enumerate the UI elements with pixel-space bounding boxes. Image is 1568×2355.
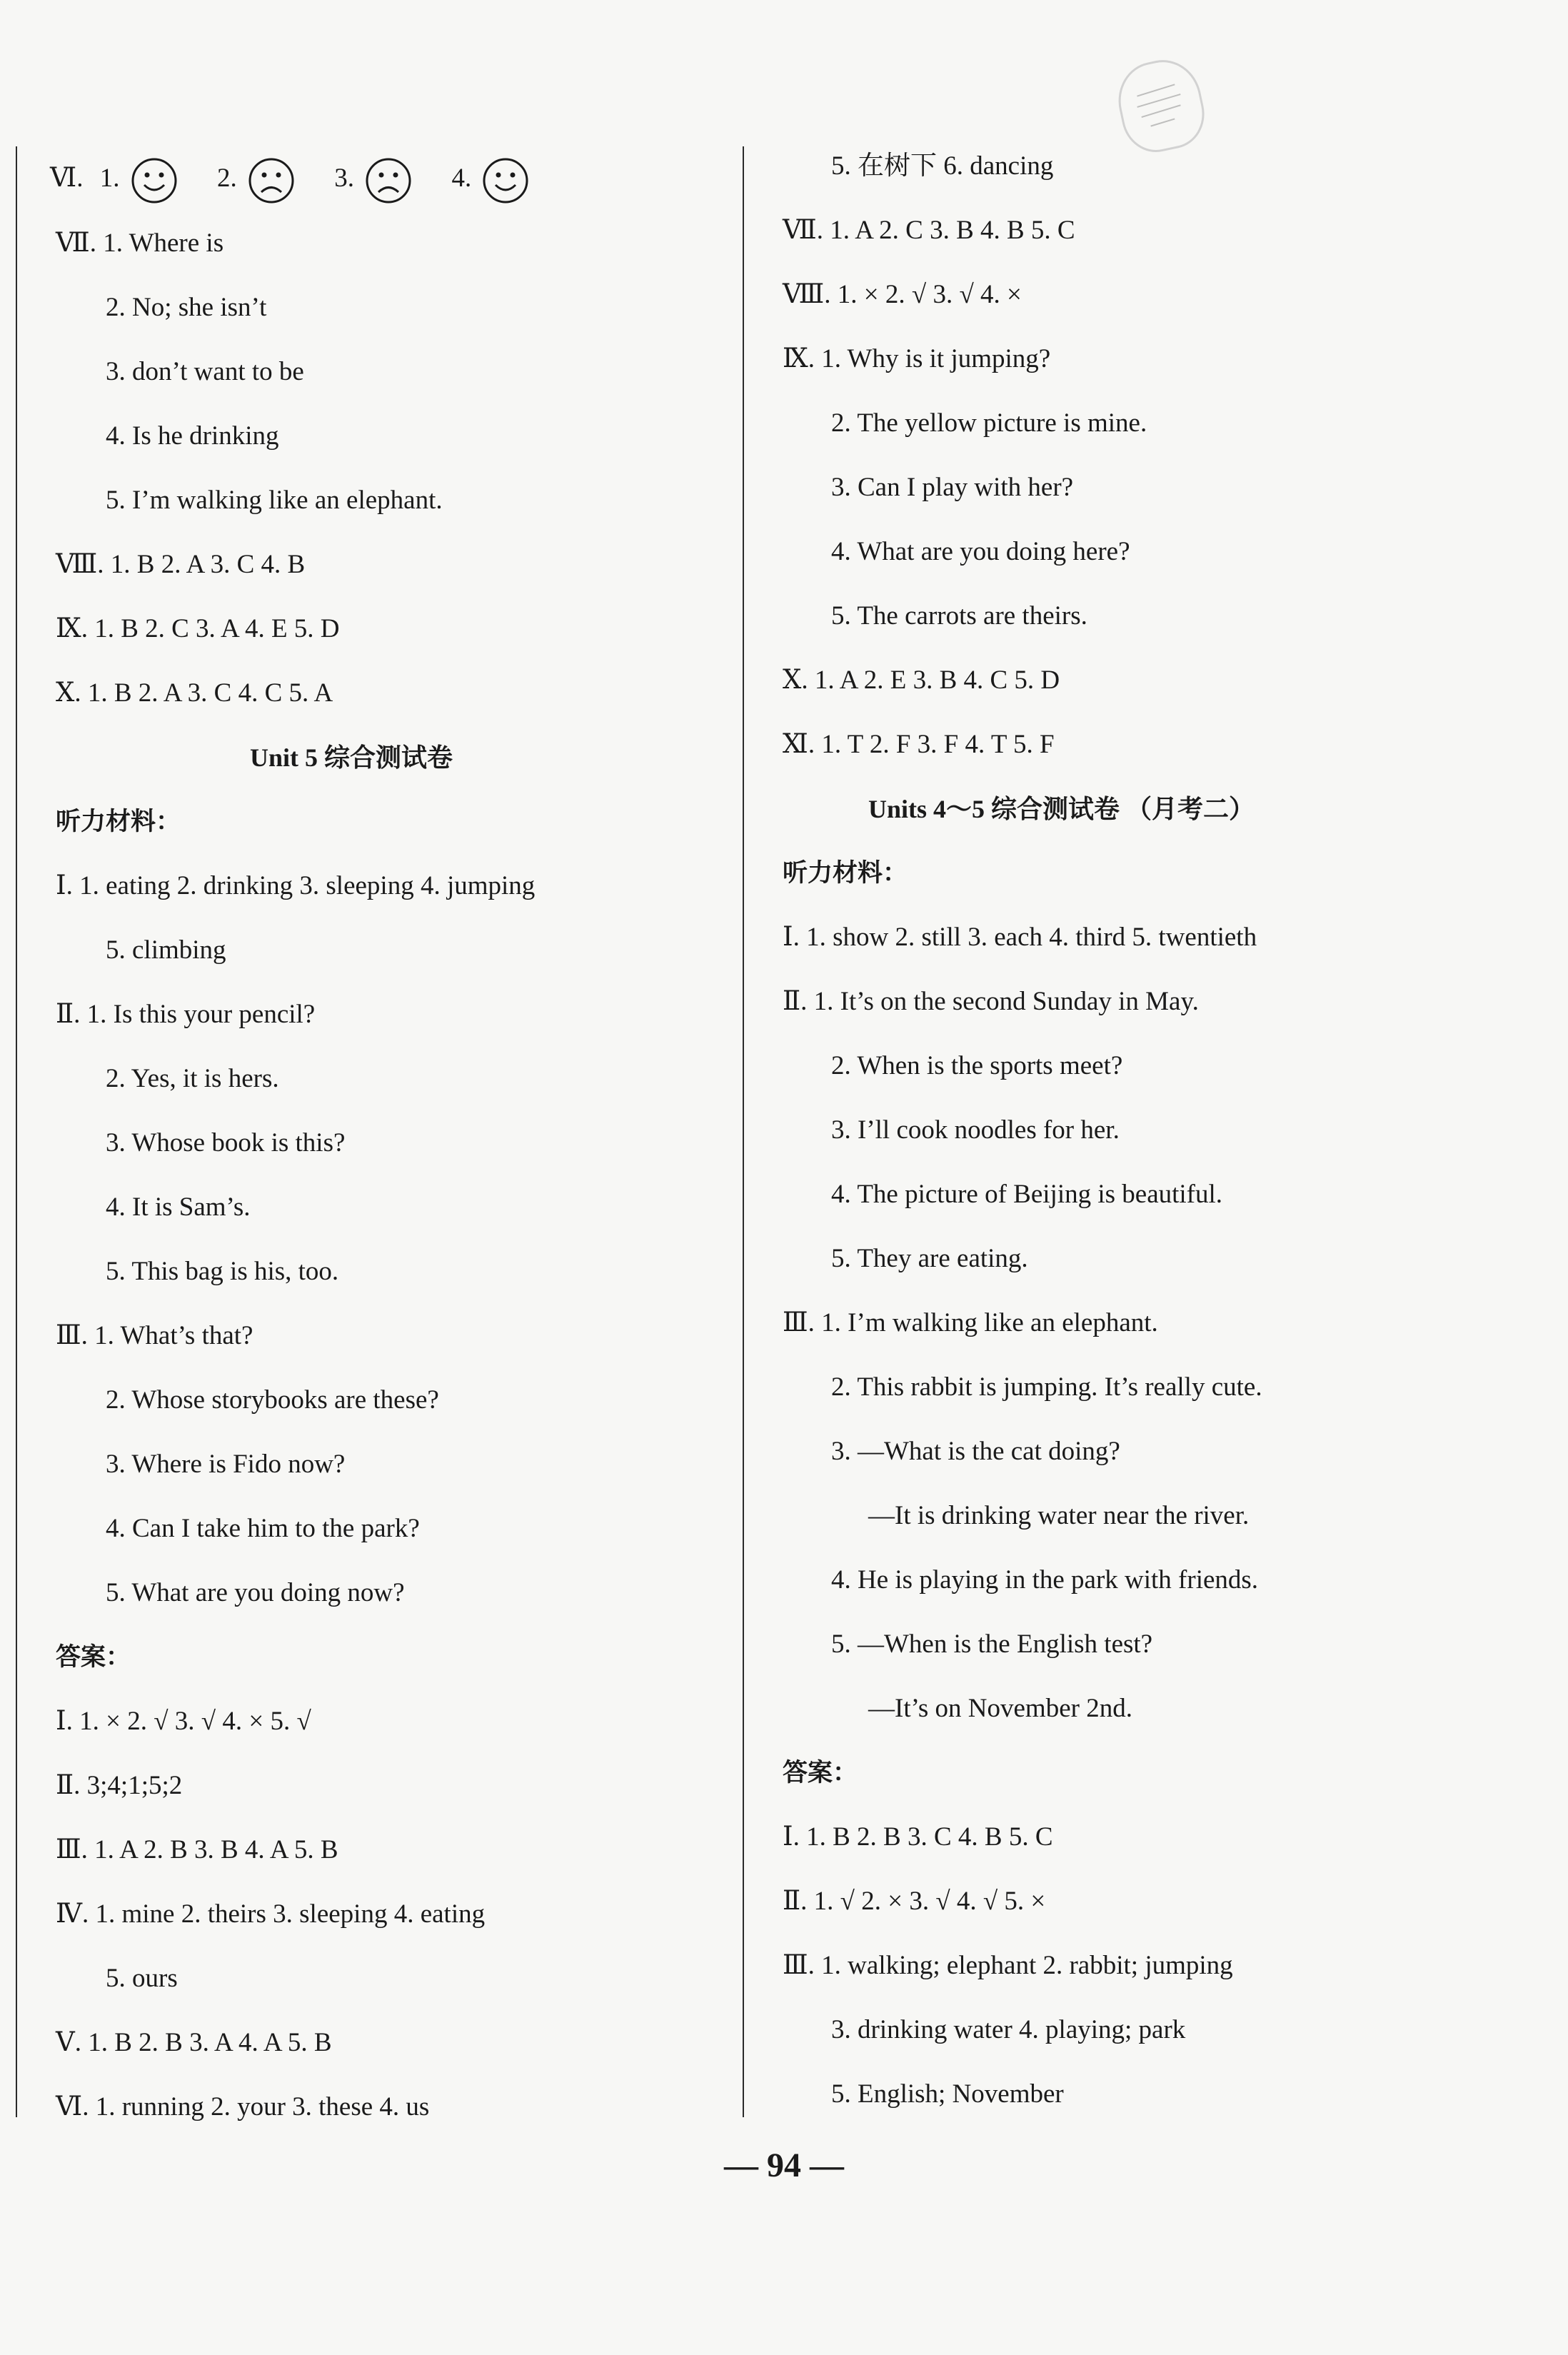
section-label: 听力材料：: [783, 859, 908, 888]
faces-answer-row: [50, 154, 533, 204]
answer-line: Ⅲ. 1. I’m walking like an elephant.: [783, 1308, 1158, 1337]
answer-line: 5. The carrots are theirs.: [831, 601, 1087, 631]
answer-line: 2. This rabbit is jumping. It’s really cute.: [831, 1372, 1262, 1402]
left-margin-rule: [16, 146, 17, 2117]
answer-line: Ⅺ. 1. T 2. F 3. F 4. T 5. F: [783, 730, 1055, 759]
answer-line: 3. drinking water 4. playing; park: [831, 2015, 1186, 2044]
answer-line: Ⅹ. 1. A 2. E 3. B 4. C 5. D: [783, 666, 1060, 695]
section-label: 听力材料：: [56, 808, 181, 836]
answer-line: —It is drinking water near the river.: [868, 1501, 1250, 1530]
answer-line: 3. Can I play with her?: [831, 473, 1074, 502]
answer-line: Ⅴ. 1. B 2. B 3. A 4. A 5. B: [56, 2028, 332, 2057]
column-divider: [743, 146, 744, 2117]
answer-line: 4. The picture of Beijing is beautiful.: [831, 1180, 1223, 1209]
smiley-face-icon: [482, 157, 529, 204]
answer-line: Ⅲ. 1. walking; elephant 2. rabbit; jumping: [783, 1951, 1233, 1980]
answer-line: Ⅰ. 1. eating 2. drinking 3. sleeping 4. jumping: [56, 871, 536, 900]
answer-line: Ⅹ. 1. B 2. A 3. C 4. C 5. A: [56, 678, 333, 708]
answer-line: 5. 在树下 6. dancing: [831, 151, 1054, 181]
answer-line: Ⅸ. 1. Why is it jumping?: [783, 344, 1051, 373]
sad-face-icon: [365, 157, 412, 204]
answer-line: Ⅱ. 3;4;1;5;2: [56, 1771, 183, 1800]
answer-line: 3. Whose book is this?: [106, 1128, 346, 1158]
section-label: 答案：: [783, 1759, 858, 1787]
answer-line: Ⅷ. 1. × 2. √ 3. √ 4. ×: [783, 280, 1022, 309]
answer-line: Ⅱ. 1. √ 2. × 3. √ 4. √ 5. ×: [783, 1887, 1046, 1916]
answer-line: 2. The yellow picture is mine.: [831, 408, 1147, 438]
answer-line: 5. I’m walking like an elephant.: [106, 486, 443, 515]
answer-line: Ⅰ. 1. B 2. B 3. C 4. B 5. C: [783, 1822, 1053, 1852]
answer-line: 3. don’t want to be: [106, 357, 304, 386]
answer-line: Ⅰ. 1. × 2. √ 3. √ 4. × 5. √: [56, 1707, 311, 1736]
answer-line: Ⅸ. 1. B 2. C 3. A 4. E 5. D: [56, 614, 340, 643]
answer-line: 5. English; November: [831, 2079, 1064, 2109]
smiley-face-icon: [131, 157, 178, 204]
answer-line: 4. He is playing in the park with friends.: [831, 1565, 1259, 1595]
answer-line: 3. Where is Fido now?: [106, 1450, 346, 1479]
sad-face-icon: [248, 157, 295, 204]
answer-line: 4. It is Sam’s.: [106, 1192, 251, 1222]
item-number: 2.: [216, 164, 237, 193]
roman-numeral: Ⅵ.: [50, 164, 84, 193]
answer-line: 5. They are eating.: [831, 1244, 1028, 1273]
item-number: 4.: [451, 164, 472, 193]
item-number: 3.: [334, 164, 354, 193]
stamp-icon: [1111, 53, 1211, 158]
answer-line: Ⅵ. 1. running 2. your 3. these 4. us: [56, 2092, 430, 2121]
answer-line: Ⅷ. 1. B 2. A 3. C 4. B: [56, 550, 306, 579]
answer-line: 5. What are you doing now?: [106, 1578, 405, 1607]
answer-line: 2. Whose storybooks are these?: [106, 1385, 439, 1415]
answer-line: 5. —When is the English test?: [831, 1630, 1153, 1659]
answer-line: 5. climbing: [106, 935, 226, 965]
answer-line: 3. I’ll cook noodles for her.: [831, 1115, 1120, 1145]
answer-line: —It’s on November 2nd.: [868, 1694, 1132, 1723]
answer-line: 4. What are you doing here?: [831, 537, 1130, 566]
answer-line: Ⅰ. 1. show 2. still 3. each 4. third 5. twentieth: [783, 923, 1257, 952]
answer-line: Ⅲ. 1. What’s that?: [56, 1321, 253, 1350]
answer-line: 2. No; she isn’t: [106, 293, 267, 322]
answer-line: 4. Can I take him to the park?: [106, 1514, 420, 1543]
answer-line: 5. This bag is his, too.: [106, 1257, 339, 1286]
answer-line: 5. ours: [106, 1964, 178, 1993]
section-heading: Units 4～5 综合测试卷 （月考二）: [868, 795, 1255, 823]
section-label: 答案：: [56, 1643, 131, 1672]
answer-line: Ⅱ. 1. Is this your pencil?: [56, 1000, 316, 1029]
answer-line: Ⅱ. 1. It’s on the second Sunday in May.: [783, 987, 1199, 1016]
answer-line: 2. Yes, it is hers.: [106, 1064, 279, 1093]
answer-line: 2. When is the sports meet?: [831, 1051, 1123, 1080]
page-number: — 94 —: [724, 2146, 844, 2184]
answer-line: Ⅳ. 1. mine 2. theirs 3. sleeping 4. eating: [56, 1899, 486, 1929]
item-number: 1.: [99, 164, 120, 193]
answer-line: Ⅶ. 1. A 2. C 3. B 4. B 5. C: [783, 216, 1075, 245]
section-heading: Unit 5 综合测试卷: [250, 743, 453, 772]
answer-line: 4. Is he drinking: [106, 421, 279, 451]
answer-line: 3. —What is the cat doing?: [831, 1437, 1120, 1466]
answer-line: Ⅲ. 1. A 2. B 3. B 4. A 5. B: [56, 1835, 338, 1864]
answer-line: Ⅶ. 1. Where is: [56, 229, 224, 258]
